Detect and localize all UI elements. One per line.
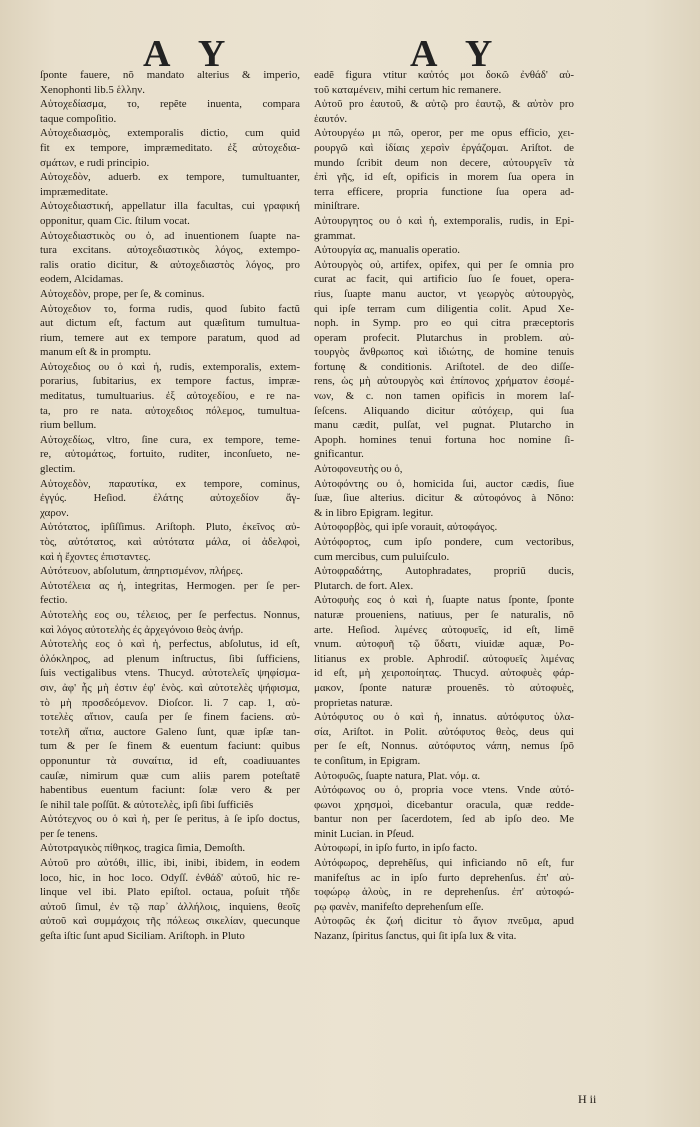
text-line: vnum. αὐτοφυῆ τῷ ὕδατι, viuidæ aquæ, Po- bbox=[314, 638, 574, 651]
text-line: Αὐτόφωρος, deprehẽſus, qui inficiando nõ eſt, fur bbox=[314, 857, 574, 870]
text-line: curat ac facit, qui artificio ſuo ſe fouet, opera- bbox=[314, 273, 574, 286]
text-line: ſuis vectigalibus vtens. Thucyd. αὐτοτελεῖς ψηφίσμα- bbox=[40, 667, 300, 680]
text-line: litianus ex proble. Aphrodiſ. αὐτοφυεῖς λιμένας bbox=[314, 652, 574, 665]
text-line: impræmeditate. bbox=[40, 185, 109, 198]
text-line: taque compoſitio. bbox=[40, 112, 117, 125]
text-line: opponitur, quam Cic. ſtilum vocat. bbox=[40, 214, 190, 227]
text-line: per ſe eſt, Nonnus. αὐτόφυτος νάπη, nemus ſpõ bbox=[314, 740, 574, 753]
text-line: manifeſtus ac in ipſo furto deprehenſus. ἐπ' αὐ- bbox=[314, 871, 574, 884]
text-line: tura excitans. αὐτοχεδιαστικὸς λόγος, extempo- bbox=[40, 244, 300, 257]
text-line: Αὐτοῦ pro ἑαυτοῦ, & αὐτῷ pro ἑαυτῷ, & αὐτὸν pro bbox=[314, 98, 574, 111]
text-line: manu cædit, pulſat, vel pugnat. Plutarcho in bbox=[314, 419, 574, 432]
text-line: aut dictum eſt, factum aut quæſitum tumultua- bbox=[40, 317, 300, 330]
text-line: ρουργῶ καὶ ἰδίαις χερσὶν ἐργάζομαι. Ariſtot. de bbox=[314, 141, 574, 154]
text-line: Nazanz, ſpiritus ſanctus, qui ſit ipſa lux & vita. bbox=[314, 930, 517, 943]
text-line: fit ex tempore, impræmeditato. ἐξ αὐτοχεδια- bbox=[40, 141, 300, 154]
text-line: ſuæ, ſiue alterius. dicitur & αὐτοφόνος à Nõno: bbox=[314, 492, 574, 505]
text-line: cauſæ, nimirum quæ cum aliis parem poteſtatẽ bbox=[40, 769, 300, 782]
text-line: meditatus, tumultuarius. ἐξ αὐτοχεδίου, e re na- bbox=[40, 390, 300, 403]
text-line: Αὐτοτραγικὸς πίθηκος, tragica ſimia, Demoſth. bbox=[40, 842, 246, 855]
text-line: Αὐτοφωρί, in ipſo furto, in ipſo facto. bbox=[314, 842, 478, 855]
text-line: fortunę & conditionis. Ariſtotel. de deo diſſe- bbox=[314, 360, 574, 373]
text-line: tum & per ſe finem & euentum faciunt: quibus bbox=[40, 740, 300, 753]
running-head-left: A Υ bbox=[143, 33, 236, 75]
text-line: re, αὐτομάτως, fortuito, ruditer, inconſueto, ne- bbox=[40, 448, 300, 461]
text-line: Αὐτοφόντης ου ὁ, homicida ſui, auctor cædis, ſiue bbox=[314, 477, 574, 490]
left-column bbox=[40, 68, 300, 944]
text-line: glectim. bbox=[40, 463, 76, 476]
text-line: Αὐτοφῶς ἐκ ζωή dicitur τὸ ἅγιον πνεῦμα, apud bbox=[314, 915, 574, 928]
text-line: Αὐτοχεδιος ου ὁ καὶ ἡ, rudis, extemporalis, extem- bbox=[40, 360, 300, 373]
text-line: Αὐτοφυῶς, ſuapte natura, Plat. νόμ. α. bbox=[314, 769, 481, 782]
text-line: grammat. bbox=[314, 229, 356, 242]
text-line: per ſe tenens. bbox=[40, 827, 98, 840]
text-line: τοτελῆ αἴτια, auctore Galeno ſunt, quæ ipſæ tan- bbox=[40, 725, 300, 738]
running-head-right: A Υ bbox=[410, 33, 503, 75]
text-line: Αὐτότατος, ipſiſſimus. Ariſtoph. Pluto, ἐκεῖνος αὐ- bbox=[40, 521, 300, 534]
text-line: ὁλόκληρος, ad plenum inſtructus, ſibi ſufficiens, bbox=[40, 652, 300, 665]
text-line: noph. in Symp. pro eo qui citra præceptoris bbox=[314, 317, 574, 330]
text-line: τουργὸς ἄνθρωπος καὶ ἰδιώτης, de homine tenuis bbox=[314, 346, 574, 359]
text-line: naturæ proueniens, natiuus, per ſe naturalis, nõ bbox=[314, 608, 574, 621]
text-line: Plutarch. de fort. Alex. bbox=[314, 579, 414, 592]
text-line: ſponte fauere, nõ mandato alterius & imperio, bbox=[40, 69, 300, 81]
text-line: ralis oratio dicitur, & αὐτοχεδιαστὸς λόγος, pro bbox=[40, 258, 300, 271]
text-line: rius, ſuapte manu auctor, vt γεωργὸς αὐτουργὸς, bbox=[314, 287, 574, 300]
text-line: τοῦ καταμένειν, mihi certum hic remanere. bbox=[314, 83, 502, 96]
text-line: ρῳ φανὲν, manifeſto deprehenſum eſſe. bbox=[314, 900, 484, 913]
text-line: Αὐτοχεδιαστική, appellatur illa facultas, cui γραφική bbox=[40, 200, 300, 213]
text-line: eodem, Alcidamas. bbox=[40, 273, 124, 286]
text-line: αὐτοῦ ſimul, ἐν τῷ παρ᾽ ἀλλήλοις, inquiens, θεοῖς bbox=[40, 900, 300, 913]
text-line: Αὐτουργέω μι πῶ, operor, per me opus efficio, χει- bbox=[314, 127, 574, 140]
text-line: Αὐτοχεδίως, vltro, ſine cura, ex tempore, teme- bbox=[40, 433, 300, 446]
text-line: Αὐτοχεδιαστικὸς ου ὁ, ad inuentionem ſuapte na- bbox=[40, 229, 300, 242]
text-line: ἑαυτόν. bbox=[314, 112, 348, 125]
text-line: Αὐτόφυτος ου ὁ καὶ ἡ, innatus. αὐτόφυτος ὑλα- bbox=[314, 711, 574, 724]
text-line: Apoph. homines tenui fortuna hoc nomine ſi- bbox=[314, 433, 574, 446]
text-line: rens, ὡς μὴ αὐτουργὸς καὶ ἐπίπονος χρήματον ἐσομέ- bbox=[314, 375, 574, 388]
text-line: linque vel ibi. Plato epiſtol. octaua, poſuit τῆδε bbox=[40, 886, 300, 899]
text-line: operam profecit. Plutarchus in problem. αὐ- bbox=[314, 331, 574, 344]
text-line: Αὐτοφυὴς εος ὁ καὶ ἡ, ſuapte natus ſponte, ſponte bbox=[314, 594, 574, 607]
text-line: ſe nihil tale poſſũt. & αὐτοτελὲς, ipſi ſibi ſufficiẽs bbox=[40, 798, 254, 811]
text-line: eadẽ figura vtitur καὐτός μοι δοκῶ ἐνθάδ' αὐ- bbox=[314, 69, 574, 81]
text-line: Αὐτοχεδὸν, aduerb. ex tempore, tumultuanter, bbox=[40, 171, 300, 184]
text-line: minit Lucian. in Pſeud. bbox=[314, 827, 415, 840]
text-line: Αὐτουργητος ου ὁ καὶ ἡ, extemporalis, rudis, in Epi- bbox=[314, 214, 574, 227]
text-line: χαρον. bbox=[40, 506, 69, 519]
text-line: Αὐτόφωνος ου ὁ, propria voce vtens. Vnde αὐτό- bbox=[314, 784, 574, 797]
text-line: Αὐτοφονευτὴς ου ὁ, bbox=[314, 463, 403, 476]
text-line: σία, Ariſtot. in Polit. αὐτόφυτος θεὸς, deus qui bbox=[314, 725, 574, 738]
text-line: qui ipſe terram cum diligentia colit. Apud Xe- bbox=[314, 302, 574, 315]
text-line: loco, hic, in hoc loco. Odyſſ. ἐνθάδ' αὐτοῦ, hic re- bbox=[40, 871, 300, 884]
text-line: Αὐτοχεδίασμα, το, repẽte inuenta, compara bbox=[40, 98, 300, 111]
text-line: νων, & c. non tamen opificis in morem laſ- bbox=[314, 390, 574, 403]
text-line: Xenophonti lib.5 ἑλλην. bbox=[40, 83, 145, 96]
text-line: τοτελὲς αἴτιον, cauſa per ſe finem faciens. αὐ- bbox=[40, 711, 300, 724]
text-line: ta, pro re nata. αὐτοχεδιος πόλεμος, tumultua- bbox=[40, 404, 300, 417]
text-line: Αὐτοχεδὸν, prope, per ſe, & cominus. bbox=[40, 287, 205, 300]
text-line: μακον, ſponte naturæ prouenẽs. τὸ αὐτοφυὲς, bbox=[314, 681, 574, 694]
text-line: αὐτοῦ καὶ συμμάχοις τῆς πόλεως σικελίαν, quecunque bbox=[40, 915, 300, 928]
text-line: mundo ſcribit deum non decere, αὐτουργεῖν τὰ bbox=[314, 156, 574, 169]
text-line: Αὐτοχεδιασμὸς, extemporalis dictio, cum quid bbox=[40, 127, 300, 140]
text-line: gnificantur. bbox=[314, 448, 364, 461]
text-line: σιν, ἀφ' ἧς μὴ ἐστιν ἐφ' ἑνὸς. καὶ αὐτοτελὲς ψήφισμα, bbox=[40, 681, 300, 694]
text-line: καὶ λόγος αὐτοτελὴς ἐς ἀρχεγόνοιο θεὸς ἀνήρ. bbox=[40, 623, 244, 636]
text-line: ἐπὶ γῆς, id eſt, opificis in morem ſua opera in bbox=[314, 171, 574, 184]
text-line: Αὐτόφορτος, cum ipſo pondere, cum vectoribus, bbox=[314, 536, 574, 548]
text-line: φωνοι χρησμοὶ, dicebantur oracula, quæ redde- bbox=[314, 798, 574, 811]
text-line: ἐγγύς. Heſiod. ἐλάτης αὐτοχεδίον ἄγ- bbox=[40, 492, 300, 505]
text-line: Αὐτοτέλεια ας ἡ, integritas, Hermogen. per ſe per- bbox=[40, 579, 300, 592]
text-line: Αὐτουργὸς οὐ, artifex, opifex, qui per ſe omnia pro bbox=[314, 258, 574, 271]
text-line: Αὐτοτελὴς εος ου, τέλειος, per ſe perfectus. Nonnus, bbox=[40, 608, 300, 621]
text-line: opponuntur τὰ συναίτια, id eſt, coadiuuantes bbox=[40, 754, 300, 767]
text-line: ſeſcens. Aliquando dicitur αὐτόχειρ, qui ſua bbox=[314, 404, 574, 417]
text-line: τοφώρῳ ἁλοὺς, in re deprehenſus. ἐπ' αὐτοφώ- bbox=[314, 886, 574, 899]
text-line: cum mercibus, cum puluiſculo. bbox=[314, 550, 450, 563]
text-line: rium, temere aut ex tempore paratum, quod ad bbox=[40, 331, 300, 344]
text-line: Αὐτότεχνος ου ὁ καὶ ἡ, per ſe peritus, à ſe ipſo doctus, bbox=[40, 813, 300, 826]
text-line: miniſtrare. bbox=[314, 200, 360, 213]
text-line: bantur non per ſacerdotem, ſed ab ipſo deo. Me bbox=[314, 813, 574, 826]
text-line: terra efficere, propria functione ſua opera ad- bbox=[314, 185, 574, 198]
text-line: Αὐτοτελὴς εος ὁ καὶ ἡ, perfectus, abſolutus, id eſt, bbox=[40, 638, 300, 651]
text-line: σμάτων, e rudi principio. bbox=[40, 156, 150, 169]
text-line: rium bellum. bbox=[40, 419, 97, 432]
text-line: & in libro Epigram. legitur. bbox=[314, 506, 434, 519]
text-line: Αὐτοχεδὸν, παραυτίκα, ex tempore, cominus, bbox=[40, 477, 300, 490]
text-line: porarius, ſubitarius, ex tempore factus, impræ- bbox=[40, 375, 300, 388]
text-line: Αὐτοφραδάτης, Autophradates, propriũ ducis, bbox=[314, 565, 574, 578]
text-line: manum eſt & in promptu. bbox=[40, 346, 152, 359]
text-line: τὸς, αὐτότατος, καὶ αὐτότατα μάλα, οἱ ἀδελφοὶ, bbox=[40, 536, 300, 548]
text-line: te conſitum, in Epigram. bbox=[314, 754, 421, 767]
text-line: fectio. bbox=[40, 594, 68, 607]
text-line: arte. Heſiod. λιμένες αὐτοφυεῖς, id eſt, limẽ bbox=[314, 623, 574, 636]
text-line: habentibus euentum faciunt: ſolæ vero & per bbox=[40, 784, 300, 797]
text-line: Αὐτουργία ας, manualis operatio. bbox=[314, 244, 460, 257]
text-line: geſta iſtic ſunt apud Siciliam. Ariſtoph. in Pluto bbox=[40, 930, 245, 943]
text-line: id eſt, μὴ χειροποίητας. Thucyd. αὐτοφυὲς φάρ- bbox=[314, 667, 574, 680]
text-line: Αὐτοχεδιον το, forma rudis, quod ſubito factũ bbox=[40, 302, 300, 315]
signature-mark: H ii bbox=[578, 1092, 597, 1106]
text-line: τὸ μὴ προσδεόμενον. Dioſcor. li. 7 cap. 1, αὐ- bbox=[40, 696, 300, 709]
text-line: Αὐτοῦ pro αὐτόθι, illic, ibi, inibi, ibidem, in eodem bbox=[40, 857, 300, 870]
right-column bbox=[314, 68, 574, 944]
text-line: καὶ ἡ ἔχοντες ἐπισταντες. bbox=[40, 550, 151, 563]
text-line: Αὐτοφορβὸς, qui ipſe vorauit, αὐτοφάγος. bbox=[314, 521, 498, 534]
text-line: Αὐτότευον, abſolutum, ἀπηρτισμένον, πλήρες. bbox=[40, 565, 243, 578]
text-line: proprietas naturæ. bbox=[314, 696, 393, 709]
